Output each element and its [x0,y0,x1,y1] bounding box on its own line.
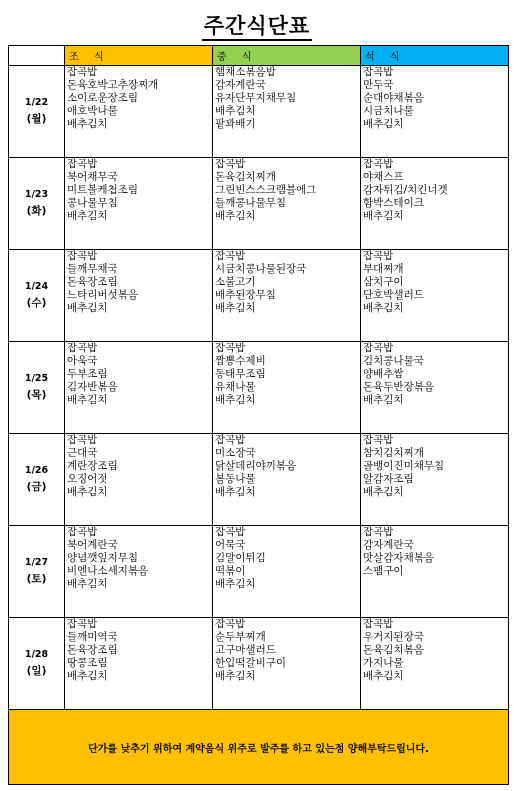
menu-item: 비엔나소세지볶음 [67,565,149,577]
menu-item: 돈육김치볶음 [363,644,424,656]
menu-item: 배추김치 [215,486,256,498]
date-label: 1/26 [24,465,49,476]
menu-item: 배추김치 [363,302,404,314]
header-corner [9,46,65,66]
date-label: 1/28 [24,649,49,660]
weekday-label: (월) [26,113,47,125]
day-row [9,618,509,710]
menu-item: 유자단무지채무침 [215,92,297,104]
menu-item: 잡곡밥 [215,618,246,630]
date-cell [9,66,65,158]
menu-item: 북어계란국 [67,539,118,551]
menu-item: 돈육장조림 [67,644,118,656]
dinner-cell [361,66,509,158]
menu-item: 그린빈스스크램블에그 [215,184,317,196]
weekly-menu-table [8,45,509,785]
breakfast-cell [65,342,213,434]
lunch-cell [213,250,361,342]
lunch-cell [213,342,361,434]
menu-item: 배추김치 [215,105,256,117]
menu-item: 잡곡밥 [215,158,246,170]
menu-item: 한입떡갈비구이 [215,657,287,669]
menu-item: 들깨콩나물무침 [215,197,287,209]
menu-item: 감자계란국 [215,79,266,91]
menu-item: 배추김치 [363,210,404,222]
date-label: 1/23 [24,189,49,200]
menu-item: 잡곡밥 [363,158,394,170]
dinner-cell [361,342,509,434]
day-row [9,526,509,618]
menu-item: 돈육김치찌개 [215,171,276,183]
menu-item: 배추김치 [67,670,108,682]
date-cell [9,526,65,618]
lunch-cell [213,158,361,250]
menu-item: 잡곡밥 [363,66,394,78]
footer-note: 단가를 낮추기 위하여 계약음식 위주로 발주를 하고 있는점 양해부탁드립니다. [9,710,509,785]
menu-item: 배추김치 [67,394,108,406]
menu-item: 잡곡밥 [363,342,394,354]
weekday-label: (화) [26,205,47,217]
menu-item: 순두부찌개 [215,631,266,643]
menu-item: 돈육호박고추장찌개 [67,79,159,91]
dinner-cell [361,618,509,710]
menu-item: 소불고기 [215,276,256,288]
weekday-label: (수) [26,297,47,309]
menu-item: 콩나물무침 [67,197,118,209]
menu-item: 스팸구이 [363,565,404,577]
dinner-cell [361,434,509,526]
menu-item: 짬뽕수제비 [215,355,266,367]
menu-item: 맛살감자채볶음 [363,552,435,564]
day-row [9,434,509,526]
weekday-label: (토) [26,573,47,585]
menu-item: 우거지된장국 [363,631,424,643]
menu-item: 배추김치 [67,210,108,222]
weekday-label: (일) [26,665,47,677]
menu-item: 부대찌개 [363,263,404,275]
menu-item: 잡곡밥 [67,618,98,630]
menu-item: 봄동나물 [215,473,256,485]
date-cell [9,250,65,342]
breakfast-cell [65,526,213,618]
menu-item: 잡곡밥 [67,158,98,170]
menu-item: 햄채소볶음밥 [215,66,276,78]
menu-item: 느타리버섯볶음 [67,289,139,301]
menu-item: 잡곡밥 [215,250,246,262]
menu-item: 양배추쌈 [363,368,404,380]
menu-item: 시금치콩나물된장국 [215,263,307,275]
menu-item: 돈육두반장볶음 [363,381,435,393]
menu-item: 소이로운장조림 [67,92,139,104]
menu-item: 배추김치 [67,486,108,498]
menu-item: 고구마샐러드 [215,644,276,656]
menu-item: 북어채무국 [67,171,118,183]
menu-item: 잡곡밥 [215,342,246,354]
date-label: 1/25 [24,373,49,384]
date-label: 1/24 [24,281,49,292]
menu-item: 어묵국 [215,539,246,551]
menu-item: 계란장조림 [67,460,118,472]
weekday-label: (금) [26,481,47,493]
menu-item: 잡곡밥 [67,66,98,78]
menu-item: 애호박나물 [67,105,118,117]
breakfast-cell [65,158,213,250]
menu-item: 돈육장조림 [67,276,118,288]
page-title [0,10,514,40]
day-row [9,158,509,250]
page-title-text: 주간식단표 [202,14,312,41]
footer-row [9,710,509,785]
lunch-cell [213,434,361,526]
menu-item: 배추김치 [363,486,404,498]
menu-item: 배추김치 [215,394,256,406]
menu-item: 미트볼케첩조림 [67,184,139,196]
menu-item: 배추김치 [363,670,404,682]
menu-item: 배추된장무침 [215,289,276,301]
menu-item: 팥꽈배기 [215,118,256,130]
menu-item: 시금치나물 [363,105,414,117]
lunch-cell [213,526,361,618]
breakfast-cell [65,618,213,710]
menu-item: 만두국 [363,79,394,91]
menu-item: 잡곡밥 [67,342,98,354]
menu-item: 들깨미역국 [67,631,118,643]
menu-item: 근대국 [67,447,98,459]
menu-item: 들깨무채국 [67,263,118,275]
menu-item: 배추김치 [67,302,108,314]
header-breakfast: 조 식 [65,46,213,66]
menu-item: 잡곡밥 [363,526,394,538]
menu-item: 순대야채볶음 [363,92,424,104]
menu-item: 잡곡밥 [67,526,98,538]
menu-item: 감자튀김/치킨너겟 [363,184,448,196]
lunch-cell [213,618,361,710]
breakfast-cell [65,434,213,526]
day-row [9,250,509,342]
menu-item: 땅콩조림 [67,657,108,669]
menu-item: 양념깻잎지무침 [67,552,139,564]
menu-item: 잡곡밥 [363,434,394,446]
menu-item: 김치콩나물국 [363,355,424,367]
menu-item: 함박스테이크 [363,197,424,209]
menu-item: 김자반볶음 [67,381,118,393]
menu-item: 김말이튀김 [215,552,266,564]
menu-item: 유채나물 [215,381,256,393]
date-label: 1/27 [24,557,49,568]
header-lunch: 중 식 [213,46,361,66]
menu-item: 두부조림 [67,368,108,380]
header-dinner: 석 식 [361,46,509,66]
menu-item: 아욱국 [67,355,98,367]
menu-item: 알감자조림 [363,473,414,485]
menu-item: 잡곡밥 [67,250,98,262]
dinner-cell [361,250,509,342]
menu-item: 잡곡밥 [215,434,246,446]
weekday-label: (목) [26,389,47,401]
day-row [9,66,509,158]
menu-item: 배추김치 [215,302,256,314]
menu-item: 떡볶이 [215,565,246,577]
breakfast-cell [65,250,213,342]
menu-item: 미소장국 [215,447,256,459]
lunch-cell [213,66,361,158]
menu-item: 잡곡밥 [363,250,394,262]
menu-item: 오징어젓 [67,473,108,485]
menu-item: 닭살데리야끼볶음 [215,460,297,472]
dinner-cell [361,526,509,618]
menu-item: 배추김치 [215,670,256,682]
date-label: 1/22 [24,97,49,108]
menu-body [9,66,509,710]
menu-item: 배추김치 [215,210,256,222]
menu-item: 골뱅이진미채무침 [363,460,445,472]
menu-item: 잡곡밥 [67,434,98,446]
date-cell [9,618,65,710]
menu-item: 배추김치 [67,578,108,590]
dinner-cell [361,158,509,250]
date-cell [9,342,65,434]
menu-item: 배추김치 [363,118,404,130]
date-cell [9,158,65,250]
menu-item: 단호박샐러드 [363,289,424,301]
menu-item: 잡곡밥 [215,526,246,538]
breakfast-cell [65,66,213,158]
menu-item: 배추김치 [363,394,404,406]
menu-item: 배추김치 [215,578,256,590]
menu-item: 야채스프 [363,171,404,183]
menu-item: 감자계란국 [363,539,414,551]
menu-item: 삼치구이 [363,276,404,288]
menu-item: 동태무조림 [215,368,266,380]
date-cell [9,434,65,526]
day-row [9,342,509,434]
header-row [9,46,509,66]
menu-item: 참치김치찌개 [363,447,424,459]
menu-item: 잡곡밥 [363,618,394,630]
menu-item: 가지나물 [363,657,404,669]
menu-item: 배추김치 [67,118,108,130]
